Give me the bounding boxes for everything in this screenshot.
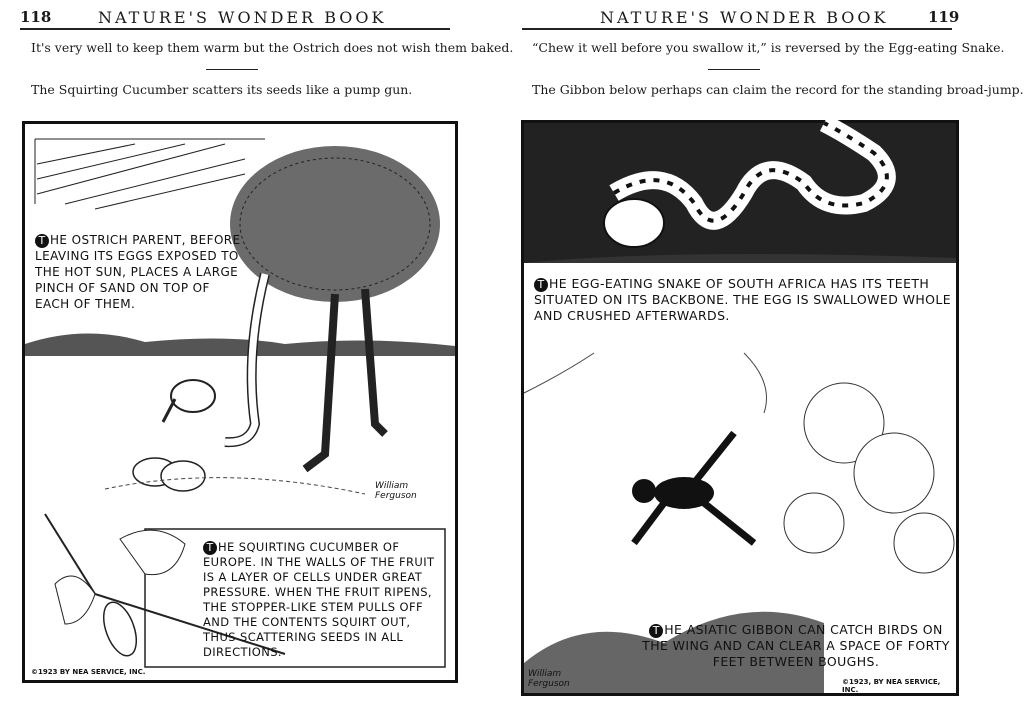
right-lead-line-2: The Gibbon below perhaps can claim the record for the standing broad-jump. (532, 82, 1024, 97)
gibbon-caption-text: HE ASIATIC GIBBON CAN CATCH BIRDS ON THE WING AND CAN CLEAR A SPACE OF FORTY FEET BETWEEN BOUGHS. (642, 622, 950, 669)
left-header-rule (20, 28, 450, 30)
left-separator (206, 69, 258, 70)
artist-signature: William Ferguson (528, 669, 570, 689)
left-running-head: NATURE'S WONDER BOOK (98, 8, 387, 27)
snake-gibbon-cartoon (521, 120, 959, 696)
right-running-head: NATURE'S WONDER BOOK (600, 8, 889, 27)
ostrich-cucumber-cartoon (22, 121, 458, 683)
cucumber-caption (203, 540, 443, 660)
snake-caption-text: HE EGG-EATING SNAKE OF SOUTH AFRICA HAS ITS TEETH SITUATED ON ITS BACKBONE. THE EGG IS SWALLOWED WHOLE AND CRUSHED AFTERWARDS. (534, 276, 952, 323)
copyright-notice: ©1923, BY NEA SERVICE, INC. (842, 678, 941, 694)
left-lead-line-2: The Squirting Cucumber scatters its seeds like a pump gun. (31, 82, 413, 97)
drop-cap: T (203, 541, 217, 555)
drop-cap: T (649, 624, 663, 638)
cucumber-caption-text: HE SQUIRTING CUCUMBER OF EUROPE. IN THE WALLS OF THE FRUIT IS A LAYER OF CELLS UNDER GREAT PRESSURE. WHEN THE FRUIT RIPENS, THE STOPPER-LIKE STEM PULLS OFF AND THE CONTENTS SQUIRT OUT, THUS SCATTERING SEEDS IN ALL DIRECTIONS. (203, 540, 435, 659)
snake-gibbon-illustration (524, 123, 956, 693)
right-lead-line-1: “Chew it well before you swallow it,” is reversed by the Egg-eating Snake. (532, 40, 1005, 55)
right-header-rule (522, 28, 952, 30)
snake-caption (534, 276, 954, 324)
drop-cap: T (534, 278, 548, 292)
left-page-number: 118 (20, 8, 52, 26)
artist-signature: William Ferguson (375, 481, 417, 501)
gibbon-caption (636, 622, 956, 670)
right-page-number: 119 (928, 8, 960, 26)
ostrich-caption (35, 232, 245, 312)
ostrich-caption-text: HE OSTRICH PARENT, BEFORE LEAVING ITS EGGS EXPOSED TO THE HOT SUN, PLACES A LARGE PINCH OF SAND ON TOP OF EACH OF THEM. (35, 233, 241, 311)
drop-cap: T (35, 234, 49, 248)
left-lead-line-1: It's very well to keep them warm but the Ostrich does not wish them baked. (31, 40, 514, 55)
copyright-notice: ©1923 BY NEA SERVICE, INC. (31, 668, 146, 676)
right-separator (708, 69, 760, 70)
